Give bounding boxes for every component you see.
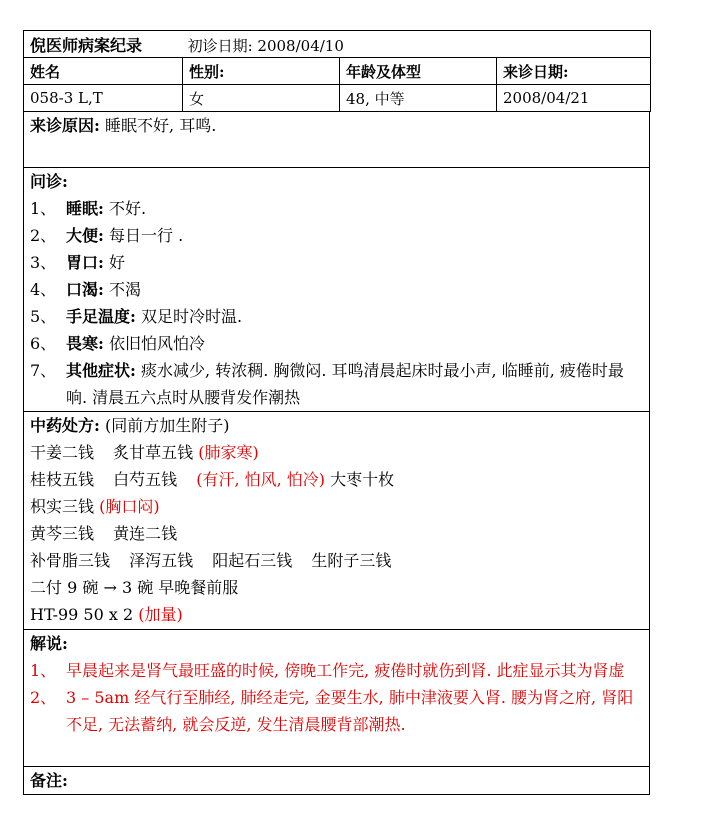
visit-reason-section [23,112,650,168]
prescription-line: 二付 9 碗 → 3 碗 早晚餐前服 [30,578,239,597]
visit-date-header: 来诊日期: [497,58,651,85]
patient-gender: 女 [183,85,340,112]
visit-date: 2008/04/21 [497,85,651,112]
visit-reason-label: 来诊原因: [30,116,100,135]
prescription-section [23,412,650,630]
prescription-line: 黄芩三钱 黄连二钱 [30,524,178,543]
age-header: 年龄及体型 [340,58,497,85]
prescription-line: 枳实三钱 (胸口闷) [30,497,160,516]
name-header: 姓名 [24,58,183,85]
explanation-section [23,630,650,767]
inquiry-item: 4、 口渴: 不渴 [30,280,142,299]
prescription-label: 中药处方: [30,416,100,435]
inquiry-section [23,168,650,412]
explanation-label: 解说: [30,634,68,653]
patient-age: 48, 中等 [340,85,497,112]
explanation-item: 2、 3 – 5am 经气行至肺经, 肺经走完, 金要生水, 肺中津液要入肾. 腰为肾之府, 肾阳不足, 无法蓄纳, 就会反逆, 发生清晨腰背部潮热. [30,688,634,734]
arrow-icon: → [103,578,117,597]
prescription-line: 桂枝五钱 白芍五钱 (有汗, 怕风, 怕冷) 大枣十枚 [30,470,395,489]
prescription-line: HT-99 50 x 2 (加量) [30,605,183,624]
prescription-line: 补骨脂三钱 泽泻五钱 阳起石三钱 生附子三钱 [30,551,392,570]
inquiry-item: 3、 胃口: 好 [30,253,126,272]
record-title: 倪医师病案纪录 [30,35,143,55]
gender-header: 性别: [183,58,340,85]
first-visit-label: 初诊日期: [187,36,253,55]
first-visit-date: 2008/04/10 [257,36,344,55]
title-row [24,31,651,58]
inquiry-item: 2、 大便: 每日一行 . [30,226,184,245]
remarks-label: 备注: [30,771,68,790]
inquiry-item: 5、 手足温度: 双足时冷时温. [30,307,243,326]
inquiry-item: 6、 畏寒: 依旧怕风怕冷 [30,334,206,353]
inquiry-item: 7、 其他症状: 痰水减少, 转浓稠. 胸微闷. 耳鸣清晨起床时最小声, 临睡前, 疲倦时最响. 清晨五六点时从腰背发作潮热 [30,361,624,407]
medical-record [23,30,650,795]
record-header-table [23,30,651,112]
patient-id: 058-3 L,T [24,85,183,112]
prescription-line: 干姜二钱 炙甘草五钱 (肺家寒) [30,443,259,462]
visit-reason-text: 睡眠不好, 耳鸣. [105,116,217,135]
inquiry-label: 问诊: [30,172,68,191]
inquiry-item: 1、 睡眠: 不好. [30,199,147,218]
prescription-note: (同前方加生附子) [105,416,230,435]
explanation-item: 1、 早晨起来是肾气最旺盛的时候, 傍晚工作完, 疲倦时就伤到肾. 此症显示其为肾虚 [30,661,625,680]
remarks-section [23,767,650,795]
